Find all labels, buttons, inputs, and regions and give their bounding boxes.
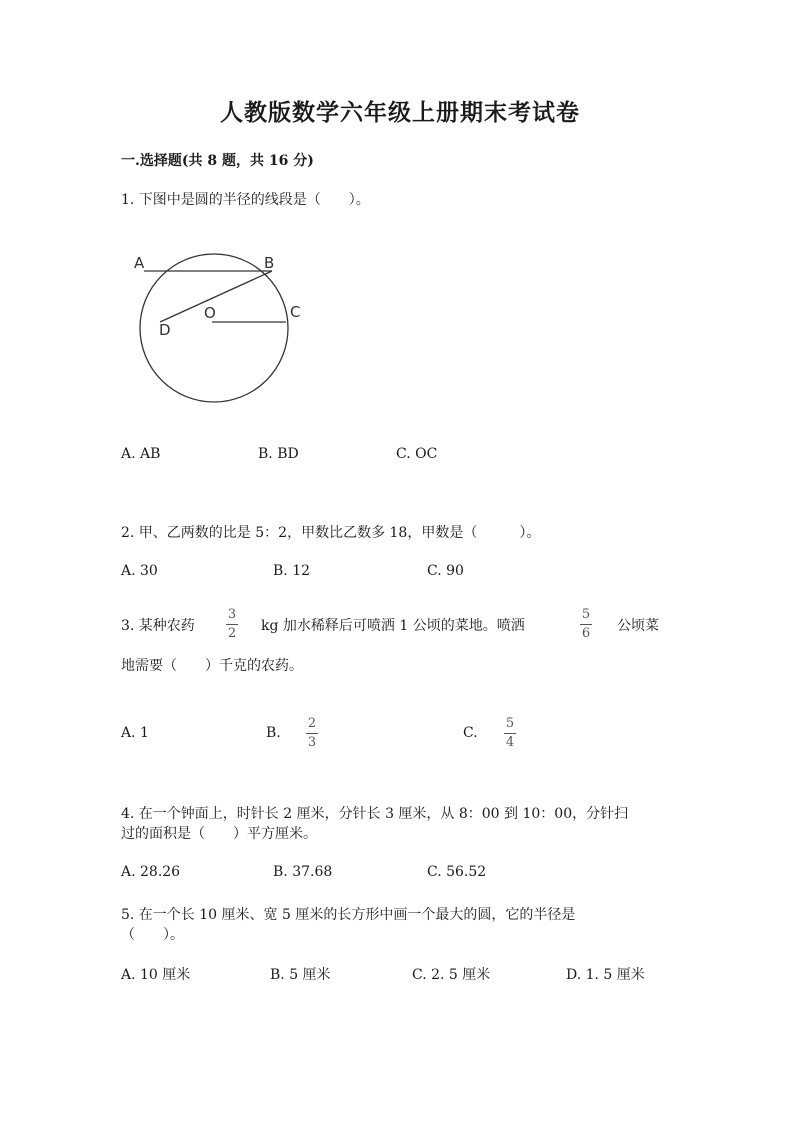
label-a: A (134, 254, 145, 272)
q5-option-d: D. 1. 5 厘米 (566, 967, 645, 983)
label-c: C (290, 303, 301, 321)
question-3-part2: kg 加水稀释后可喷洒 1 公顷的菜地。喷洒 (261, 618, 525, 634)
q3-option-c-label: C. (463, 725, 478, 741)
q1-option-c: C. OC (396, 446, 438, 462)
question-1-text: 1. 下图中是圆的半径的线段是（ ）。 (121, 192, 370, 208)
section-heading: 一.选择题(共 8 题，共 16 分) (121, 153, 314, 169)
q3-option-b-fraction: 2 3 (307, 716, 317, 750)
question-2-text: 2. 甲、乙两数的比是 5：2，甲数比乙数多 18，甲数是（ ）。 (121, 525, 541, 541)
question-4-line1: 4. 在一个钟面上，时针长 2 厘米，分针长 3 厘米，从 8：00 到 10：00，分针扫 (121, 806, 629, 822)
circle-figure (120, 245, 320, 410)
q4-option-a: A. 28.26 (121, 864, 181, 880)
q3-option-a: A. 1 (121, 725, 149, 741)
question-3-line2: 地需要（ ）千克的农药。 (121, 658, 303, 674)
q4-option-c: C. 56.52 (427, 864, 487, 880)
q4-option-b: B. 37.68 (273, 864, 333, 880)
question-5-line2: （ ）。 (121, 927, 184, 943)
question-3-part1: 3. 某种农药 (121, 618, 195, 634)
fraction-three-halves: 3 2 (227, 607, 237, 641)
q3-option-c-fraction: 5 4 (505, 716, 515, 750)
label-o: O (204, 304, 216, 322)
q2-option-b: B. 12 (273, 563, 311, 579)
question-5-line1: 5. 在一个长 10 厘米、宽 5 厘米的长方形中画一个最大的圆，它的半径是 (121, 907, 576, 923)
q1-option-b: B. BD (258, 446, 299, 462)
q2-option-a: A. 30 (121, 563, 158, 579)
q5-option-b: B. 5 厘米 (270, 967, 331, 983)
fraction-five-sixths: 5 6 (581, 607, 591, 641)
q1-option-a: A. AB (121, 446, 161, 462)
q3-option-b-label: B. (266, 725, 281, 741)
segment-bd (160, 271, 272, 322)
q2-option-c: C. 90 (427, 563, 464, 579)
label-d: D (159, 321, 171, 339)
question-3-part3: 公顷菜 (617, 618, 659, 634)
q5-option-a: A. 10 厘米 (121, 967, 191, 983)
q5-option-c: C. 2. 5 厘米 (412, 967, 491, 983)
label-b: B (264, 254, 275, 272)
question-4-line2: 过的面积是（ ）平方厘米。 (121, 826, 317, 842)
exam-title: 人教版数学六年级上册期末考试卷 (220, 99, 580, 126)
